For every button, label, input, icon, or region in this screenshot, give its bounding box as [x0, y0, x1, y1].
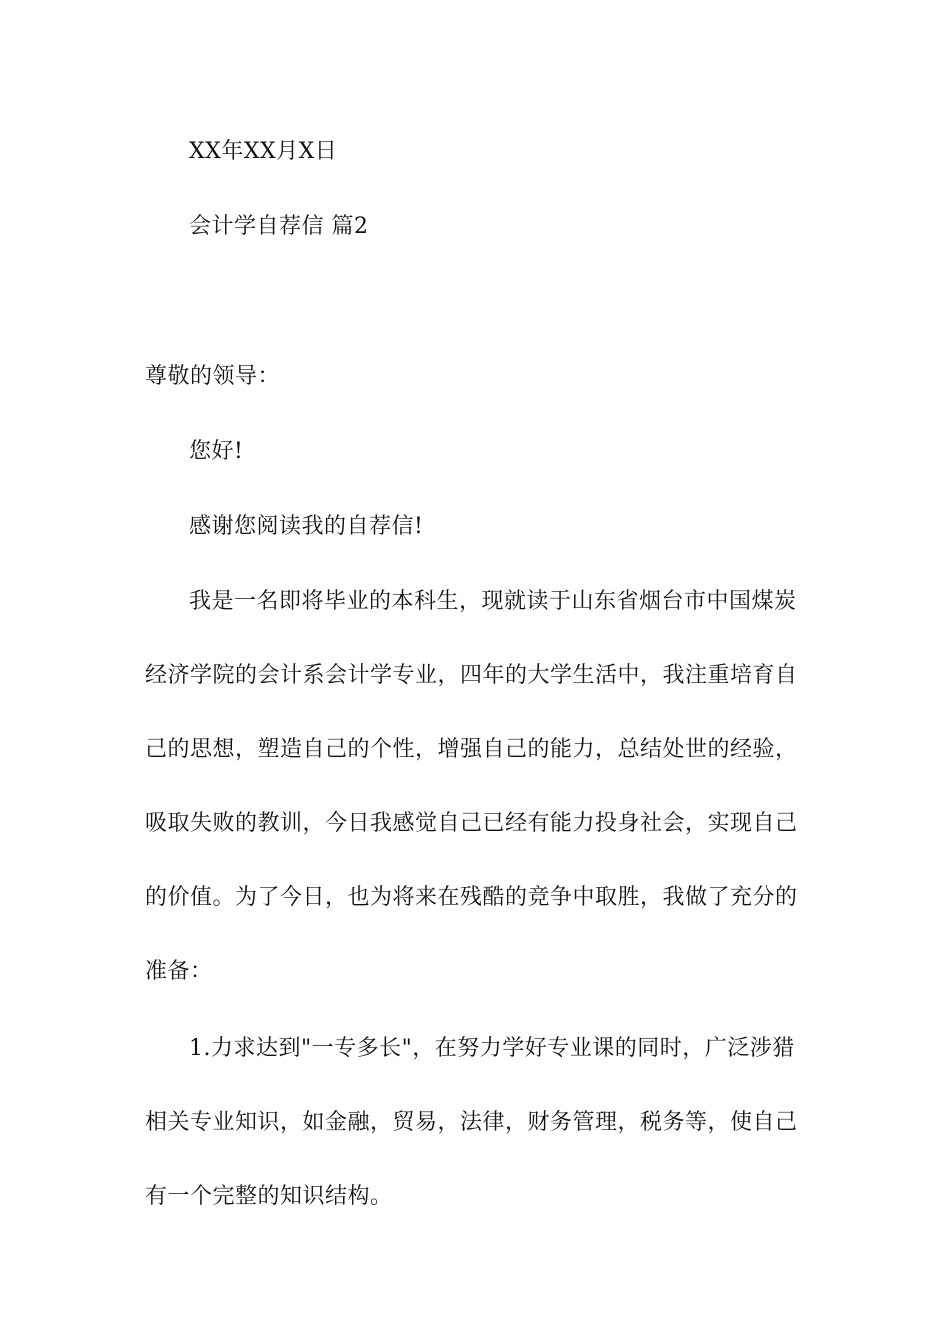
- paragraph-line: 的价值。为了今日，也为将来在残酷的竞争中取胜，我做了充分的: [145, 885, 798, 910]
- list-item-line: 有一个完整的知识结构。: [145, 1184, 393, 1209]
- paragraph-line: 我是一名即将毕业的本科生，现就读于山东省烟台市中国煤炭: [189, 589, 797, 614]
- letter-title: 会计学自荐信 篇2: [189, 214, 369, 239]
- paragraph-line: 准备：: [145, 959, 213, 984]
- paragraph-line: 己的思想，塑造自己的个性，增强自己的能力，总结处世的经验，: [145, 737, 798, 762]
- thanks-line: 感谢您阅读我的自荐信!: [189, 514, 424, 539]
- salutation: 尊敬的领导：: [145, 364, 281, 389]
- paragraph-line: 经济学院的会计系会计学专业，四年的大学生活中，我注重培育自: [145, 663, 798, 688]
- greeting: 您好!: [189, 439, 244, 464]
- letter-date: XX年XX月X日: [189, 139, 338, 164]
- paragraph-line: 吸取失败的教训，今日我感觉自己已经有能力投身社会，实现自己: [145, 811, 798, 836]
- list-item-line: 1.力求达到"一专多长"，在努力学好专业课的同时，广泛涉猎: [189, 1036, 795, 1061]
- list-item-line: 相关专业知识，如金融，贸易，法律，财务管理，税务等，使自己: [145, 1110, 798, 1135]
